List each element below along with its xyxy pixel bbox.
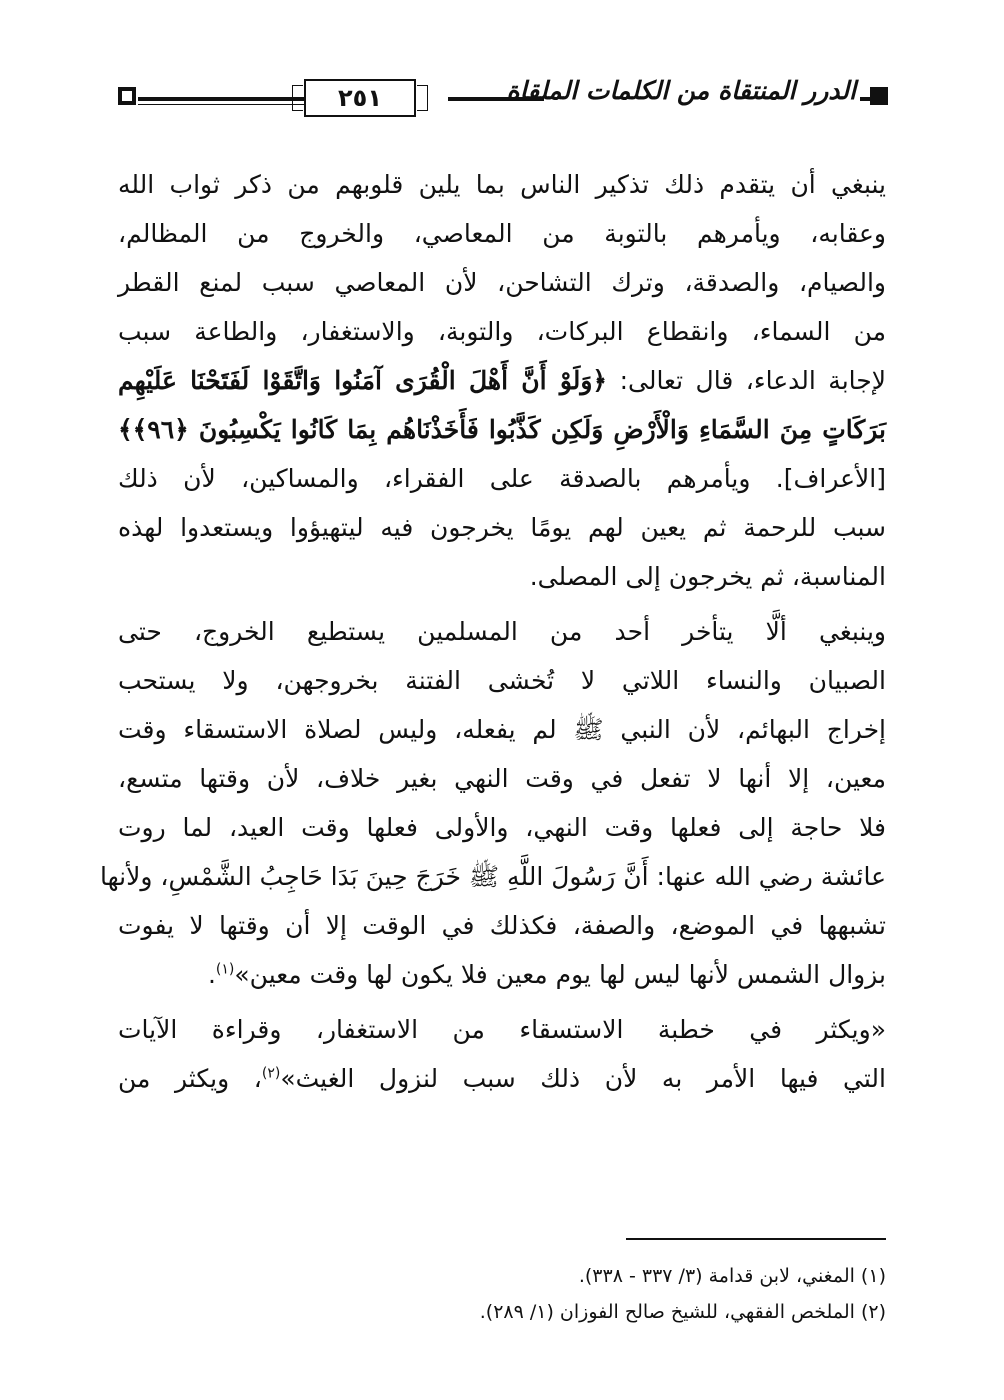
text-fragment: التي فيها الأمر به لأن ذلك سبب لنزول الغيث»	[280, 1064, 886, 1093]
text-line: سبب للرحمة ثم يعين لهم يومًا يخرجون فيه ليتهيؤوا ويستعدوا لهذه	[118, 513, 886, 542]
text-line: ينبغي أن يتقدم ذلك تذكير الناس بما يلين قلوبهم من ذكر ثواب الله	[118, 170, 886, 199]
text-fragment: .	[207, 960, 216, 989]
text-fragment: ، ويكثر من	[118, 1064, 262, 1093]
footnote-1: (١) المغني، لابن قدامة (٣/ ٣٣٧ - ٣٣٨).	[578, 1265, 886, 1287]
footnotes	[118, 1258, 886, 1330]
text-line: من السماء، وانقطاع البركات، والتوبة، والاستغفار، والطاعة سبب	[118, 317, 886, 346]
text-line: معين، إلا أنها لا تفعل في وقت النهي بغير خلاف، لأن وقتها متسع،	[118, 764, 886, 793]
quran-verse-part-1: ﴿وَلَوْ أَنَّ أَهْلَ الْقُرَى آمَنُوا وَاتَّقَوْا لَفَتَحْنَا عَلَيْهِم	[118, 366, 608, 395]
footnote-ref-2: (٢)	[261, 1065, 281, 1082]
header-rule-left-thin	[138, 104, 306, 105]
text-line	[118, 356, 886, 405]
page-number: ٢٥١	[338, 84, 382, 112]
text-line	[100, 852, 886, 901]
narrator: عائشة رضي الله عنها:	[656, 862, 886, 891]
text-fragment: ، ولأنها	[100, 862, 169, 891]
text-line: والصيام، والصدقة، وترك التشاحن، لأن المعاصي سبب لمنع القطر	[118, 268, 886, 297]
text-line: تشبهها في الموضع، والصفة، فكذلك في الوقت إلا أن وقتها لا يفوت	[118, 911, 886, 940]
header-ornament-right	[870, 87, 888, 105]
text-line	[118, 950, 886, 999]
text-line: إخراج البهائم، لأن النبي ﷺ لم يفعله، وليس لصلاة الاستسقاء وقت	[118, 715, 886, 744]
main-text	[100, 160, 886, 1103]
header-ornament-left	[118, 87, 136, 105]
footnote-ref-1: (١)	[215, 961, 235, 978]
book-title: الدرر المنتقاة من الكلمات الملقاة	[506, 76, 856, 105]
text-line	[118, 1054, 886, 1103]
hadith-text: أَنَّ رَسُولَ اللَّهِ ﷺ خَرَجَ حِينَ بَدَا حَاجِبُ الشَّمْسِ	[168, 862, 649, 891]
text-line: الصبيان والنساء اللاتي لا تُخشى الفتنة بخروجهن، ولا يستحب	[118, 666, 886, 695]
verse-intro: لإجابة الدعاء، قال تعالى:	[619, 366, 886, 395]
text-line: وعقابه، ويأمرهم بالتوبة من المعاصي، والخروج من المظالم،	[118, 219, 886, 248]
text-line: [الأعراف]. ويأمرهم بالصدقة على الفقراء، والمساكين، لأن ذلك	[118, 464, 886, 493]
text-line: المناسبة، ثم يخرجون إلى المصلى.	[529, 562, 886, 591]
text-line: «ويكثر في خطبة الاستسقاء من الاستغفار، وقراءة الآيات	[118, 1015, 886, 1044]
text-fragment: بزوال الشمس لأنها ليس لها يوم معين فلا يكون لها وقت معين»	[234, 960, 886, 989]
quran-verse-part-2: بَرَكَاتٍ مِنَ السَّمَاءِ وَالْأَرْضِ وَلَكِن كَذَّبُوا فَأَخَذْنَاهُم بِمَا كَانُوا يَكْسِبُونَ ﴿٩٦﴾﴾	[118, 415, 886, 444]
page-number-frame	[304, 79, 416, 117]
footnote-separator	[626, 1238, 886, 1240]
text-line: فلا حاجة إلى فعلها وقت النهي، والأولى فعلها وقت العيد، لما روت	[118, 813, 886, 842]
page-header	[118, 74, 886, 124]
footnote-2: (٢) الملخص الفقهي، للشيخ صالح الفوزان (١/ ٢٨٩).	[479, 1301, 886, 1323]
header-rule-left	[138, 97, 306, 101]
text-line: وينبغي ألَّا يتأخر أحد من المسلمين يستطيع الخروج، حتى	[118, 617, 886, 646]
